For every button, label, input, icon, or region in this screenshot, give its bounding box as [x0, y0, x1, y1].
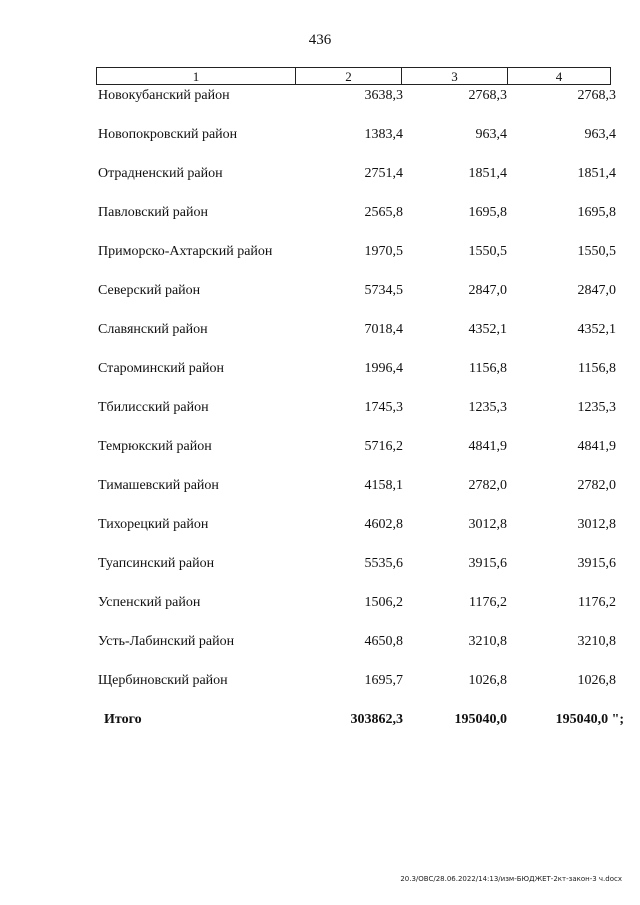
total-label: Итого	[104, 712, 142, 727]
value-col-2: 2751,4	[364, 166, 403, 181]
value-col-3: 3012,8	[468, 517, 507, 532]
value-col-3: 1235,3	[468, 400, 507, 415]
table-row	[0, 556, 640, 576]
value-col-3: 3210,8	[468, 634, 507, 649]
value-col-3: 1550,5	[468, 244, 507, 259]
district-name: Павловский район	[98, 205, 208, 220]
value-col-4: 1851,4	[577, 166, 616, 181]
district-name: Усть-Лабинский район	[98, 634, 235, 649]
value-col-3: 1695,8	[468, 205, 507, 220]
table-row	[0, 166, 640, 186]
value-col-3: 2782,0	[468, 478, 507, 493]
table-row	[0, 478, 640, 498]
value-col-4: 2768,3	[577, 88, 616, 103]
header-cell-4: 4	[507, 68, 610, 84]
district-name: Славянский район	[98, 322, 208, 337]
value-col-2: 3638,3	[364, 88, 403, 103]
table-row	[0, 88, 640, 108]
table-row	[0, 205, 640, 225]
table-row	[0, 283, 640, 303]
header-cell-1: 1	[192, 69, 200, 84]
district-name: Щербиновский район	[98, 673, 228, 688]
value-col-4: 3210,8	[577, 634, 616, 649]
value-col-4: 1550,5	[577, 244, 616, 259]
district-name: Темрюкский район	[98, 439, 212, 454]
table-row	[0, 244, 640, 264]
value-col-4: 1176,2	[578, 595, 616, 610]
table-row	[0, 595, 640, 615]
value-col-2: 1506,2	[364, 595, 403, 610]
district-name: Новокубанский район	[98, 88, 230, 103]
value-col-4: 1695,8	[577, 205, 616, 220]
value-col-3: 4841,9	[468, 439, 507, 454]
value-col-3: 1156,8	[469, 361, 507, 376]
value-col-3: 3915,6	[468, 556, 507, 571]
value-col-2: 1695,7	[364, 673, 403, 688]
value-col-2: 1745,3	[364, 400, 403, 415]
value-col-4: 2847,0	[577, 283, 616, 298]
value-col-4: 4352,1	[577, 322, 616, 337]
district-name: Тимашевский район	[98, 478, 219, 493]
total-col-3: 195040,0	[454, 712, 507, 727]
value-col-3: 2847,0	[468, 283, 507, 298]
total-col-4: 195040,0 ";	[555, 712, 624, 727]
table-row	[0, 361, 640, 381]
value-col-2: 2565,8	[364, 205, 403, 220]
value-col-3: 1176,2	[469, 595, 507, 610]
value-col-3: 963,4	[475, 127, 507, 142]
value-col-3: 1851,4	[468, 166, 507, 181]
value-col-2: 1996,4	[364, 361, 403, 376]
value-col-3: 1026,8	[468, 673, 507, 688]
total-row	[0, 712, 640, 732]
table-row	[0, 400, 640, 420]
document-footer: 20.3/OBC/28.06.2022/14:13/изм-БЮДЖЕТ-2кт-закон-3 ч.docx	[400, 875, 622, 883]
value-col-2: 1970,5	[364, 244, 403, 259]
value-col-3: 4352,1	[468, 322, 507, 337]
value-col-2: 5535,6	[364, 556, 403, 571]
table-row	[0, 673, 640, 693]
value-col-4: 2782,0	[577, 478, 616, 493]
district-name: Северский район	[98, 283, 201, 298]
value-col-4: 3012,8	[577, 517, 616, 532]
header-cell-3: 3	[401, 68, 507, 84]
value-col-2: 4158,1	[364, 478, 403, 493]
table-row	[0, 322, 640, 342]
value-col-4: 4841,9	[577, 439, 616, 454]
value-col-4: 3915,6	[577, 556, 616, 571]
value-col-2: 4650,8	[364, 634, 403, 649]
district-name: Отрадненский район	[98, 166, 223, 181]
value-col-4: 1026,8	[577, 673, 616, 688]
district-name: Успенский район	[98, 595, 201, 610]
header-cell-2: 2	[295, 68, 401, 84]
value-col-2: 4602,8	[364, 517, 403, 532]
district-name: Староминский район	[98, 361, 224, 376]
value-col-4: 963,4	[584, 127, 616, 142]
total-col-2: 303862,3	[350, 712, 403, 727]
table-row	[0, 634, 640, 654]
table-header-row	[96, 67, 611, 85]
district-name: Тихорецкий район	[98, 517, 209, 532]
district-name: Приморско-Ахтарский район	[98, 244, 273, 259]
table-row	[0, 439, 640, 459]
value-col-2: 1383,4	[364, 127, 403, 142]
value-col-2: 5716,2	[364, 439, 403, 454]
table-row	[0, 517, 640, 537]
table-row	[0, 127, 640, 147]
page-number: 436	[308, 32, 332, 48]
district-name: Тбилисский район	[98, 400, 209, 415]
value-col-4: 1235,3	[577, 400, 616, 415]
district-name: Туапсинский район	[98, 556, 215, 571]
district-name: Новопокровский район	[98, 127, 238, 142]
value-col-2: 5734,5	[364, 283, 403, 298]
value-col-3: 2768,3	[468, 88, 507, 103]
value-col-4: 1156,8	[578, 361, 616, 376]
value-col-2: 7018,4	[364, 322, 403, 337]
